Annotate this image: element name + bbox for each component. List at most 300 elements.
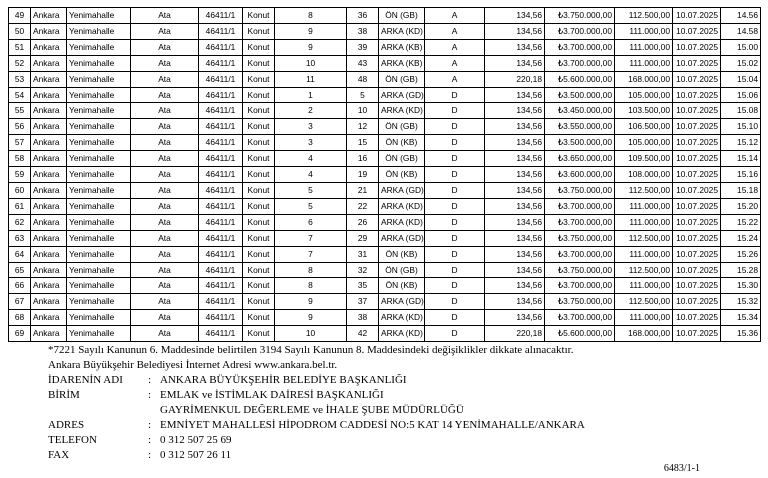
cell-deposit: 105.000,00 bbox=[615, 135, 673, 151]
cell-district: Yenimahalle bbox=[67, 230, 131, 246]
cell-district: Yenimahalle bbox=[67, 214, 131, 230]
cell-district: Yenimahalle bbox=[67, 326, 131, 342]
table-row bbox=[9, 151, 761, 167]
cell-tender-time: 15.26 bbox=[721, 246, 761, 262]
cell-tender-date: 10.07.2025 bbox=[673, 278, 721, 294]
cell-neighborhood: Ata bbox=[131, 182, 199, 198]
cell-usage: Konut bbox=[243, 310, 275, 326]
cell-unit-no: 31 bbox=[347, 246, 379, 262]
cell-tender-time: 15.08 bbox=[721, 103, 761, 119]
info-separator: : bbox=[148, 434, 152, 446]
cell-province: Ankara bbox=[31, 87, 67, 103]
cell-block: D bbox=[425, 326, 485, 342]
cell-neighborhood: Ata bbox=[131, 294, 199, 310]
cell-tender-date: 10.07.2025 bbox=[673, 55, 721, 71]
cell-parcel: 46411/1 bbox=[199, 246, 243, 262]
cell-floor: 4 bbox=[275, 167, 347, 183]
cell-tender-time: 15.04 bbox=[721, 71, 761, 87]
table-row bbox=[9, 214, 761, 230]
cell-deposit: 105.000,00 bbox=[615, 87, 673, 103]
cell-facade: ARKA (KD) bbox=[379, 310, 425, 326]
cell-estimated-value: ₺3.650.000,00 bbox=[545, 151, 615, 167]
cell-tender-time: 15.22 bbox=[721, 214, 761, 230]
cell-unit-no: 19 bbox=[347, 167, 379, 183]
table-row bbox=[9, 71, 761, 87]
cell-floor: 4 bbox=[275, 151, 347, 167]
cell-deposit: 109.500,00 bbox=[615, 151, 673, 167]
website-prefix: Ankara Büyükşehir Belediyesi İnternet Adresi bbox=[48, 359, 255, 371]
cell-floor: 9 bbox=[275, 23, 347, 39]
cell-province: Ankara bbox=[31, 230, 67, 246]
table-row bbox=[9, 87, 761, 103]
cell-district: Yenimahalle bbox=[67, 198, 131, 214]
cell-tender-time: 14.58 bbox=[721, 23, 761, 39]
cell-deposit: 103.500,00 bbox=[615, 103, 673, 119]
cell-parcel: 46411/1 bbox=[199, 167, 243, 183]
law-note: *7221 Sayılı Kanunun 6. Maddesinde belirtilen 3194 Sayılı Kanunun 8. Maddesindeki değişiklikler dikkate alınacaktır. bbox=[48, 344, 574, 356]
table-row bbox=[9, 326, 761, 342]
cell-usage: Konut bbox=[243, 55, 275, 71]
info-label-address: ADRES bbox=[48, 419, 85, 431]
cell-province: Ankara bbox=[31, 214, 67, 230]
info-separator: : bbox=[148, 374, 152, 386]
cell-district: Yenimahalle bbox=[67, 262, 131, 278]
cell-unit-no: 16 bbox=[347, 151, 379, 167]
cell-unit-no: 15 bbox=[347, 135, 379, 151]
cell-province: Ankara bbox=[31, 103, 67, 119]
cell-facade: ÖN (KB) bbox=[379, 167, 425, 183]
cell-unit-no: 48 bbox=[347, 71, 379, 87]
cell-unit-no: 35 bbox=[347, 278, 379, 294]
cell-usage: Konut bbox=[243, 23, 275, 39]
cell-usage: Konut bbox=[243, 230, 275, 246]
cell-estimated-value: ₺5.600.000,00 bbox=[545, 326, 615, 342]
cell-usage: Konut bbox=[243, 294, 275, 310]
cell-neighborhood: Ata bbox=[131, 23, 199, 39]
cell-tender-date: 10.07.2025 bbox=[673, 103, 721, 119]
cell-district: Yenimahalle bbox=[67, 55, 131, 71]
cell-block: D bbox=[425, 278, 485, 294]
cell-floor: 8 bbox=[275, 262, 347, 278]
cell-row-no: 51 bbox=[9, 39, 31, 55]
cell-tender-time: 15.02 bbox=[721, 55, 761, 71]
cell-district: Yenimahalle bbox=[67, 151, 131, 167]
cell-floor: 8 bbox=[275, 278, 347, 294]
cell-deposit: 112.500,00 bbox=[615, 262, 673, 278]
cell-deposit: 112.500,00 bbox=[615, 230, 673, 246]
cell-deposit: 111.000,00 bbox=[615, 39, 673, 55]
cell-block: A bbox=[425, 39, 485, 55]
cell-block: D bbox=[425, 119, 485, 135]
cell-province: Ankara bbox=[31, 310, 67, 326]
info-label-admin: İDARENİN ADI bbox=[48, 374, 123, 386]
cell-neighborhood: Ata bbox=[131, 278, 199, 294]
cell-district: Yenimahalle bbox=[67, 246, 131, 262]
cell-tender-time: 15.28 bbox=[721, 262, 761, 278]
cell-block: D bbox=[425, 230, 485, 246]
cell-area: 134,56 bbox=[485, 8, 545, 24]
cell-facade: ARKA (KD) bbox=[379, 198, 425, 214]
table-row bbox=[9, 55, 761, 71]
cell-block: D bbox=[425, 214, 485, 230]
cell-unit-no: 29 bbox=[347, 230, 379, 246]
cell-tender-time: 15.12 bbox=[721, 135, 761, 151]
cell-tender-date: 10.07.2025 bbox=[673, 182, 721, 198]
info-value-unit-1: EMLAK ve İSTİMLAK DAİRESİ BAŞKANLIĞI bbox=[160, 389, 384, 401]
notes-section bbox=[48, 343, 748, 463]
cell-province: Ankara bbox=[31, 135, 67, 151]
cell-district: Yenimahalle bbox=[67, 8, 131, 24]
cell-tender-date: 10.07.2025 bbox=[673, 135, 721, 151]
cell-area: 134,56 bbox=[485, 214, 545, 230]
cell-province: Ankara bbox=[31, 278, 67, 294]
info-label-phone: TELEFON bbox=[48, 434, 97, 446]
table-row bbox=[9, 198, 761, 214]
cell-estimated-value: ₺3.700.000,00 bbox=[545, 278, 615, 294]
cell-tender-date: 10.07.2025 bbox=[673, 167, 721, 183]
cell-neighborhood: Ata bbox=[131, 55, 199, 71]
cell-facade: ÖN (KB) bbox=[379, 246, 425, 262]
cell-parcel: 46411/1 bbox=[199, 135, 243, 151]
cell-usage: Konut bbox=[243, 8, 275, 24]
cell-block: D bbox=[425, 151, 485, 167]
cell-usage: Konut bbox=[243, 39, 275, 55]
cell-tender-time: 15.34 bbox=[721, 310, 761, 326]
cell-tender-date: 10.07.2025 bbox=[673, 198, 721, 214]
cell-floor: 6 bbox=[275, 214, 347, 230]
cell-district: Yenimahalle bbox=[67, 294, 131, 310]
cell-tender-time: 15.30 bbox=[721, 278, 761, 294]
cell-block: A bbox=[425, 55, 485, 71]
cell-area: 134,56 bbox=[485, 135, 545, 151]
cell-tender-time: 15.06 bbox=[721, 87, 761, 103]
cell-tender-time: 15.14 bbox=[721, 151, 761, 167]
table-row bbox=[9, 8, 761, 24]
cell-unit-no: 26 bbox=[347, 214, 379, 230]
cell-area: 134,56 bbox=[485, 230, 545, 246]
cell-district: Yenimahalle bbox=[67, 71, 131, 87]
tender-table bbox=[8, 7, 761, 342]
cell-usage: Konut bbox=[243, 214, 275, 230]
cell-facade: ARKA (KD) bbox=[379, 103, 425, 119]
cell-floor: 3 bbox=[275, 135, 347, 151]
cell-unit-no: 38 bbox=[347, 310, 379, 326]
cell-neighborhood: Ata bbox=[131, 39, 199, 55]
cell-tender-time: 15.16 bbox=[721, 167, 761, 183]
cell-neighborhood: Ata bbox=[131, 87, 199, 103]
cell-deposit: 111.000,00 bbox=[615, 55, 673, 71]
cell-facade: ARKA (GD) bbox=[379, 294, 425, 310]
cell-block: A bbox=[425, 8, 485, 24]
info-label-fax: FAX bbox=[48, 449, 70, 461]
cell-block: D bbox=[425, 182, 485, 198]
info-unit bbox=[48, 388, 748, 418]
cell-estimated-value: ₺3.700.000,00 bbox=[545, 39, 615, 55]
cell-row-no: 65 bbox=[9, 262, 31, 278]
document-reference: 6483/1-1 bbox=[663, 463, 700, 474]
cell-province: Ankara bbox=[31, 151, 67, 167]
cell-province: Ankara bbox=[31, 262, 67, 278]
cell-row-no: 50 bbox=[9, 23, 31, 39]
cell-estimated-value: ₺3.750.000,00 bbox=[545, 182, 615, 198]
cell-estimated-value: ₺3.700.000,00 bbox=[545, 310, 615, 326]
cell-tender-time: 15.10 bbox=[721, 119, 761, 135]
cell-province: Ankara bbox=[31, 55, 67, 71]
cell-area: 134,56 bbox=[485, 167, 545, 183]
cell-tender-date: 10.07.2025 bbox=[673, 87, 721, 103]
cell-neighborhood: Ata bbox=[131, 8, 199, 24]
cell-facade: ARKA (KD) bbox=[379, 23, 425, 39]
cell-block: D bbox=[425, 310, 485, 326]
cell-tender-date: 10.07.2025 bbox=[673, 246, 721, 262]
table-row bbox=[9, 39, 761, 55]
table-row bbox=[9, 278, 761, 294]
cell-estimated-value: ₺3.750.000,00 bbox=[545, 8, 615, 24]
cell-area: 134,56 bbox=[485, 151, 545, 167]
cell-facade: ÖN (GB) bbox=[379, 71, 425, 87]
cell-neighborhood: Ata bbox=[131, 310, 199, 326]
cell-tender-time: 15.32 bbox=[721, 294, 761, 310]
cell-floor: 9 bbox=[275, 310, 347, 326]
cell-neighborhood: Ata bbox=[131, 103, 199, 119]
cell-area: 134,56 bbox=[485, 278, 545, 294]
table-row bbox=[9, 103, 761, 119]
cell-row-no: 60 bbox=[9, 182, 31, 198]
info-value-address: EMNİYET MAHALLESİ HİPODROM CADDESİ NO:5 KAT 14 YENİMAHALLE/ANKARA bbox=[160, 419, 585, 431]
cell-district: Yenimahalle bbox=[67, 135, 131, 151]
cell-row-no: 62 bbox=[9, 214, 31, 230]
cell-province: Ankara bbox=[31, 8, 67, 24]
cell-usage: Konut bbox=[243, 246, 275, 262]
table-row bbox=[9, 246, 761, 262]
cell-unit-no: 21 bbox=[347, 182, 379, 198]
cell-province: Ankara bbox=[31, 71, 67, 87]
cell-area: 134,56 bbox=[485, 198, 545, 214]
cell-facade: ARKA (KB) bbox=[379, 39, 425, 55]
cell-neighborhood: Ata bbox=[131, 246, 199, 262]
cell-parcel: 46411/1 bbox=[199, 39, 243, 55]
cell-deposit: 111.000,00 bbox=[615, 23, 673, 39]
info-separator: : bbox=[148, 419, 152, 431]
cell-unit-no: 39 bbox=[347, 39, 379, 55]
tender-table-body bbox=[9, 8, 761, 342]
cell-province: Ankara bbox=[31, 246, 67, 262]
cell-parcel: 46411/1 bbox=[199, 262, 243, 278]
cell-estimated-value: ₺3.750.000,00 bbox=[545, 262, 615, 278]
cell-tender-date: 10.07.2025 bbox=[673, 39, 721, 55]
cell-parcel: 46411/1 bbox=[199, 230, 243, 246]
cell-facade: ARKA (KD) bbox=[379, 326, 425, 342]
info-separator: : bbox=[148, 449, 152, 461]
cell-district: Yenimahalle bbox=[67, 39, 131, 55]
info-separator: : bbox=[148, 389, 152, 401]
cell-row-no: 68 bbox=[9, 310, 31, 326]
cell-deposit: 168.000,00 bbox=[615, 326, 673, 342]
cell-facade: ÖN (GB) bbox=[379, 151, 425, 167]
cell-estimated-value: ₺3.750.000,00 bbox=[545, 294, 615, 310]
cell-area: 220,18 bbox=[485, 326, 545, 342]
info-label-unit: BİRİM bbox=[48, 389, 80, 401]
cell-unit-no: 36 bbox=[347, 8, 379, 24]
cell-block: D bbox=[425, 167, 485, 183]
cell-block: D bbox=[425, 198, 485, 214]
info-admin bbox=[48, 373, 748, 388]
cell-tender-date: 10.07.2025 bbox=[673, 230, 721, 246]
cell-province: Ankara bbox=[31, 39, 67, 55]
cell-facade: ARKA (KB) bbox=[379, 55, 425, 71]
cell-tender-date: 10.07.2025 bbox=[673, 310, 721, 326]
cell-tender-date: 10.07.2025 bbox=[673, 262, 721, 278]
cell-row-no: 69 bbox=[9, 326, 31, 342]
cell-estimated-value: ₺3.750.000,00 bbox=[545, 230, 615, 246]
cell-usage: Konut bbox=[243, 262, 275, 278]
cell-floor: 10 bbox=[275, 55, 347, 71]
cell-estimated-value: ₺5.600.000,00 bbox=[545, 71, 615, 87]
cell-floor: 5 bbox=[275, 198, 347, 214]
cell-estimated-value: ₺3.550.000,00 bbox=[545, 119, 615, 135]
cell-province: Ankara bbox=[31, 294, 67, 310]
cell-floor: 10 bbox=[275, 326, 347, 342]
table-row bbox=[9, 23, 761, 39]
cell-facade: ÖN (KB) bbox=[379, 278, 425, 294]
cell-facade: ÖN (KB) bbox=[379, 135, 425, 151]
cell-neighborhood: Ata bbox=[131, 230, 199, 246]
cell-parcel: 46411/1 bbox=[199, 87, 243, 103]
table-row bbox=[9, 135, 761, 151]
cell-tender-time: 15.24 bbox=[721, 230, 761, 246]
table-row bbox=[9, 262, 761, 278]
cell-area: 134,56 bbox=[485, 55, 545, 71]
cell-district: Yenimahalle bbox=[67, 310, 131, 326]
cell-area: 134,56 bbox=[485, 39, 545, 55]
cell-usage: Konut bbox=[243, 135, 275, 151]
cell-district: Yenimahalle bbox=[67, 278, 131, 294]
cell-tender-date: 10.07.2025 bbox=[673, 151, 721, 167]
cell-area: 134,56 bbox=[485, 87, 545, 103]
cell-parcel: 46411/1 bbox=[199, 294, 243, 310]
table-row bbox=[9, 119, 761, 135]
cell-estimated-value: ₺3.700.000,00 bbox=[545, 23, 615, 39]
cell-usage: Konut bbox=[243, 198, 275, 214]
cell-district: Yenimahalle bbox=[67, 23, 131, 39]
cell-block: D bbox=[425, 87, 485, 103]
cell-block: D bbox=[425, 246, 485, 262]
cell-estimated-value: ₺3.700.000,00 bbox=[545, 246, 615, 262]
cell-estimated-value: ₺3.600.000,00 bbox=[545, 167, 615, 183]
cell-area: 134,56 bbox=[485, 103, 545, 119]
cell-parcel: 46411/1 bbox=[199, 119, 243, 135]
cell-parcel: 46411/1 bbox=[199, 278, 243, 294]
cell-row-no: 67 bbox=[9, 294, 31, 310]
cell-neighborhood: Ata bbox=[131, 119, 199, 135]
cell-tender-time: 15.18 bbox=[721, 182, 761, 198]
cell-usage: Konut bbox=[243, 87, 275, 103]
cell-floor: 1 bbox=[275, 87, 347, 103]
cell-neighborhood: Ata bbox=[131, 71, 199, 87]
cell-deposit: 111.000,00 bbox=[615, 278, 673, 294]
cell-parcel: 46411/1 bbox=[199, 71, 243, 87]
cell-estimated-value: ₺3.450.000,00 bbox=[545, 103, 615, 119]
cell-row-no: 55 bbox=[9, 103, 31, 119]
cell-parcel: 46411/1 bbox=[199, 182, 243, 198]
cell-deposit: 108.000,00 bbox=[615, 167, 673, 183]
cell-row-no: 58 bbox=[9, 151, 31, 167]
info-value-fax: 0 312 507 26 11 bbox=[160, 449, 232, 461]
cell-unit-no: 32 bbox=[347, 262, 379, 278]
cell-tender-date: 10.07.2025 bbox=[673, 71, 721, 87]
cell-floor: 9 bbox=[275, 39, 347, 55]
cell-area: 134,56 bbox=[485, 119, 545, 135]
cell-floor: 7 bbox=[275, 230, 347, 246]
cell-deposit: 112.500,00 bbox=[615, 8, 673, 24]
cell-area: 134,56 bbox=[485, 262, 545, 278]
cell-facade: ARKA (GD) bbox=[379, 230, 425, 246]
cell-usage: Konut bbox=[243, 167, 275, 183]
cell-unit-no: 37 bbox=[347, 294, 379, 310]
cell-district: Yenimahalle bbox=[67, 119, 131, 135]
cell-parcel: 46411/1 bbox=[199, 55, 243, 71]
info-value-phone: 0 312 507 25 69 bbox=[160, 434, 232, 446]
table-row bbox=[9, 182, 761, 198]
cell-tender-date: 10.07.2025 bbox=[673, 23, 721, 39]
cell-facade: ARKA (KD) bbox=[379, 214, 425, 230]
info-address bbox=[48, 418, 748, 433]
cell-district: Yenimahalle bbox=[67, 167, 131, 183]
cell-estimated-value: ₺3.500.000,00 bbox=[545, 135, 615, 151]
cell-facade: ARKA (GD) bbox=[379, 182, 425, 198]
cell-unit-no: 42 bbox=[347, 326, 379, 342]
cell-district: Yenimahalle bbox=[67, 182, 131, 198]
cell-estimated-value: ₺3.700.000,00 bbox=[545, 55, 615, 71]
cell-tender-time: 15.20 bbox=[721, 198, 761, 214]
cell-row-no: 61 bbox=[9, 198, 31, 214]
cell-block: D bbox=[425, 103, 485, 119]
cell-row-no: 56 bbox=[9, 119, 31, 135]
cell-facade: ÖN (GB) bbox=[379, 262, 425, 278]
cell-tender-time: 14.56 bbox=[721, 8, 761, 24]
cell-unit-no: 12 bbox=[347, 119, 379, 135]
info-value-admin: ANKARA BÜYÜKŞEHİR BELEDİYE BAŞKANLIĞI bbox=[160, 374, 407, 386]
cell-row-no: 54 bbox=[9, 87, 31, 103]
cell-row-no: 59 bbox=[9, 167, 31, 183]
table-row bbox=[9, 167, 761, 183]
cell-tender-date: 10.07.2025 bbox=[673, 294, 721, 310]
cell-parcel: 46411/1 bbox=[199, 214, 243, 230]
cell-deposit: 111.000,00 bbox=[615, 214, 673, 230]
cell-block: D bbox=[425, 135, 485, 151]
cell-neighborhood: Ata bbox=[131, 214, 199, 230]
cell-area: 134,56 bbox=[485, 310, 545, 326]
cell-block: A bbox=[425, 71, 485, 87]
cell-unit-no: 38 bbox=[347, 23, 379, 39]
cell-district: Yenimahalle bbox=[67, 87, 131, 103]
cell-floor: 5 bbox=[275, 182, 347, 198]
cell-facade: ARKA (GD) bbox=[379, 87, 425, 103]
cell-tender-time: 15.36 bbox=[721, 326, 761, 342]
cell-neighborhood: Ata bbox=[131, 151, 199, 167]
cell-unit-no: 43 bbox=[347, 55, 379, 71]
cell-neighborhood: Ata bbox=[131, 198, 199, 214]
cell-parcel: 46411/1 bbox=[199, 103, 243, 119]
cell-row-no: 64 bbox=[9, 246, 31, 262]
cell-parcel: 46411/1 bbox=[199, 326, 243, 342]
cell-deposit: 106.500,00 bbox=[615, 119, 673, 135]
website-link[interactable]: www.ankara.bel.tr. bbox=[254, 359, 338, 371]
cell-deposit: 168.000,00 bbox=[615, 71, 673, 87]
cell-row-no: 52 bbox=[9, 55, 31, 71]
cell-province: Ankara bbox=[31, 182, 67, 198]
cell-estimated-value: ₺3.700.000,00 bbox=[545, 198, 615, 214]
